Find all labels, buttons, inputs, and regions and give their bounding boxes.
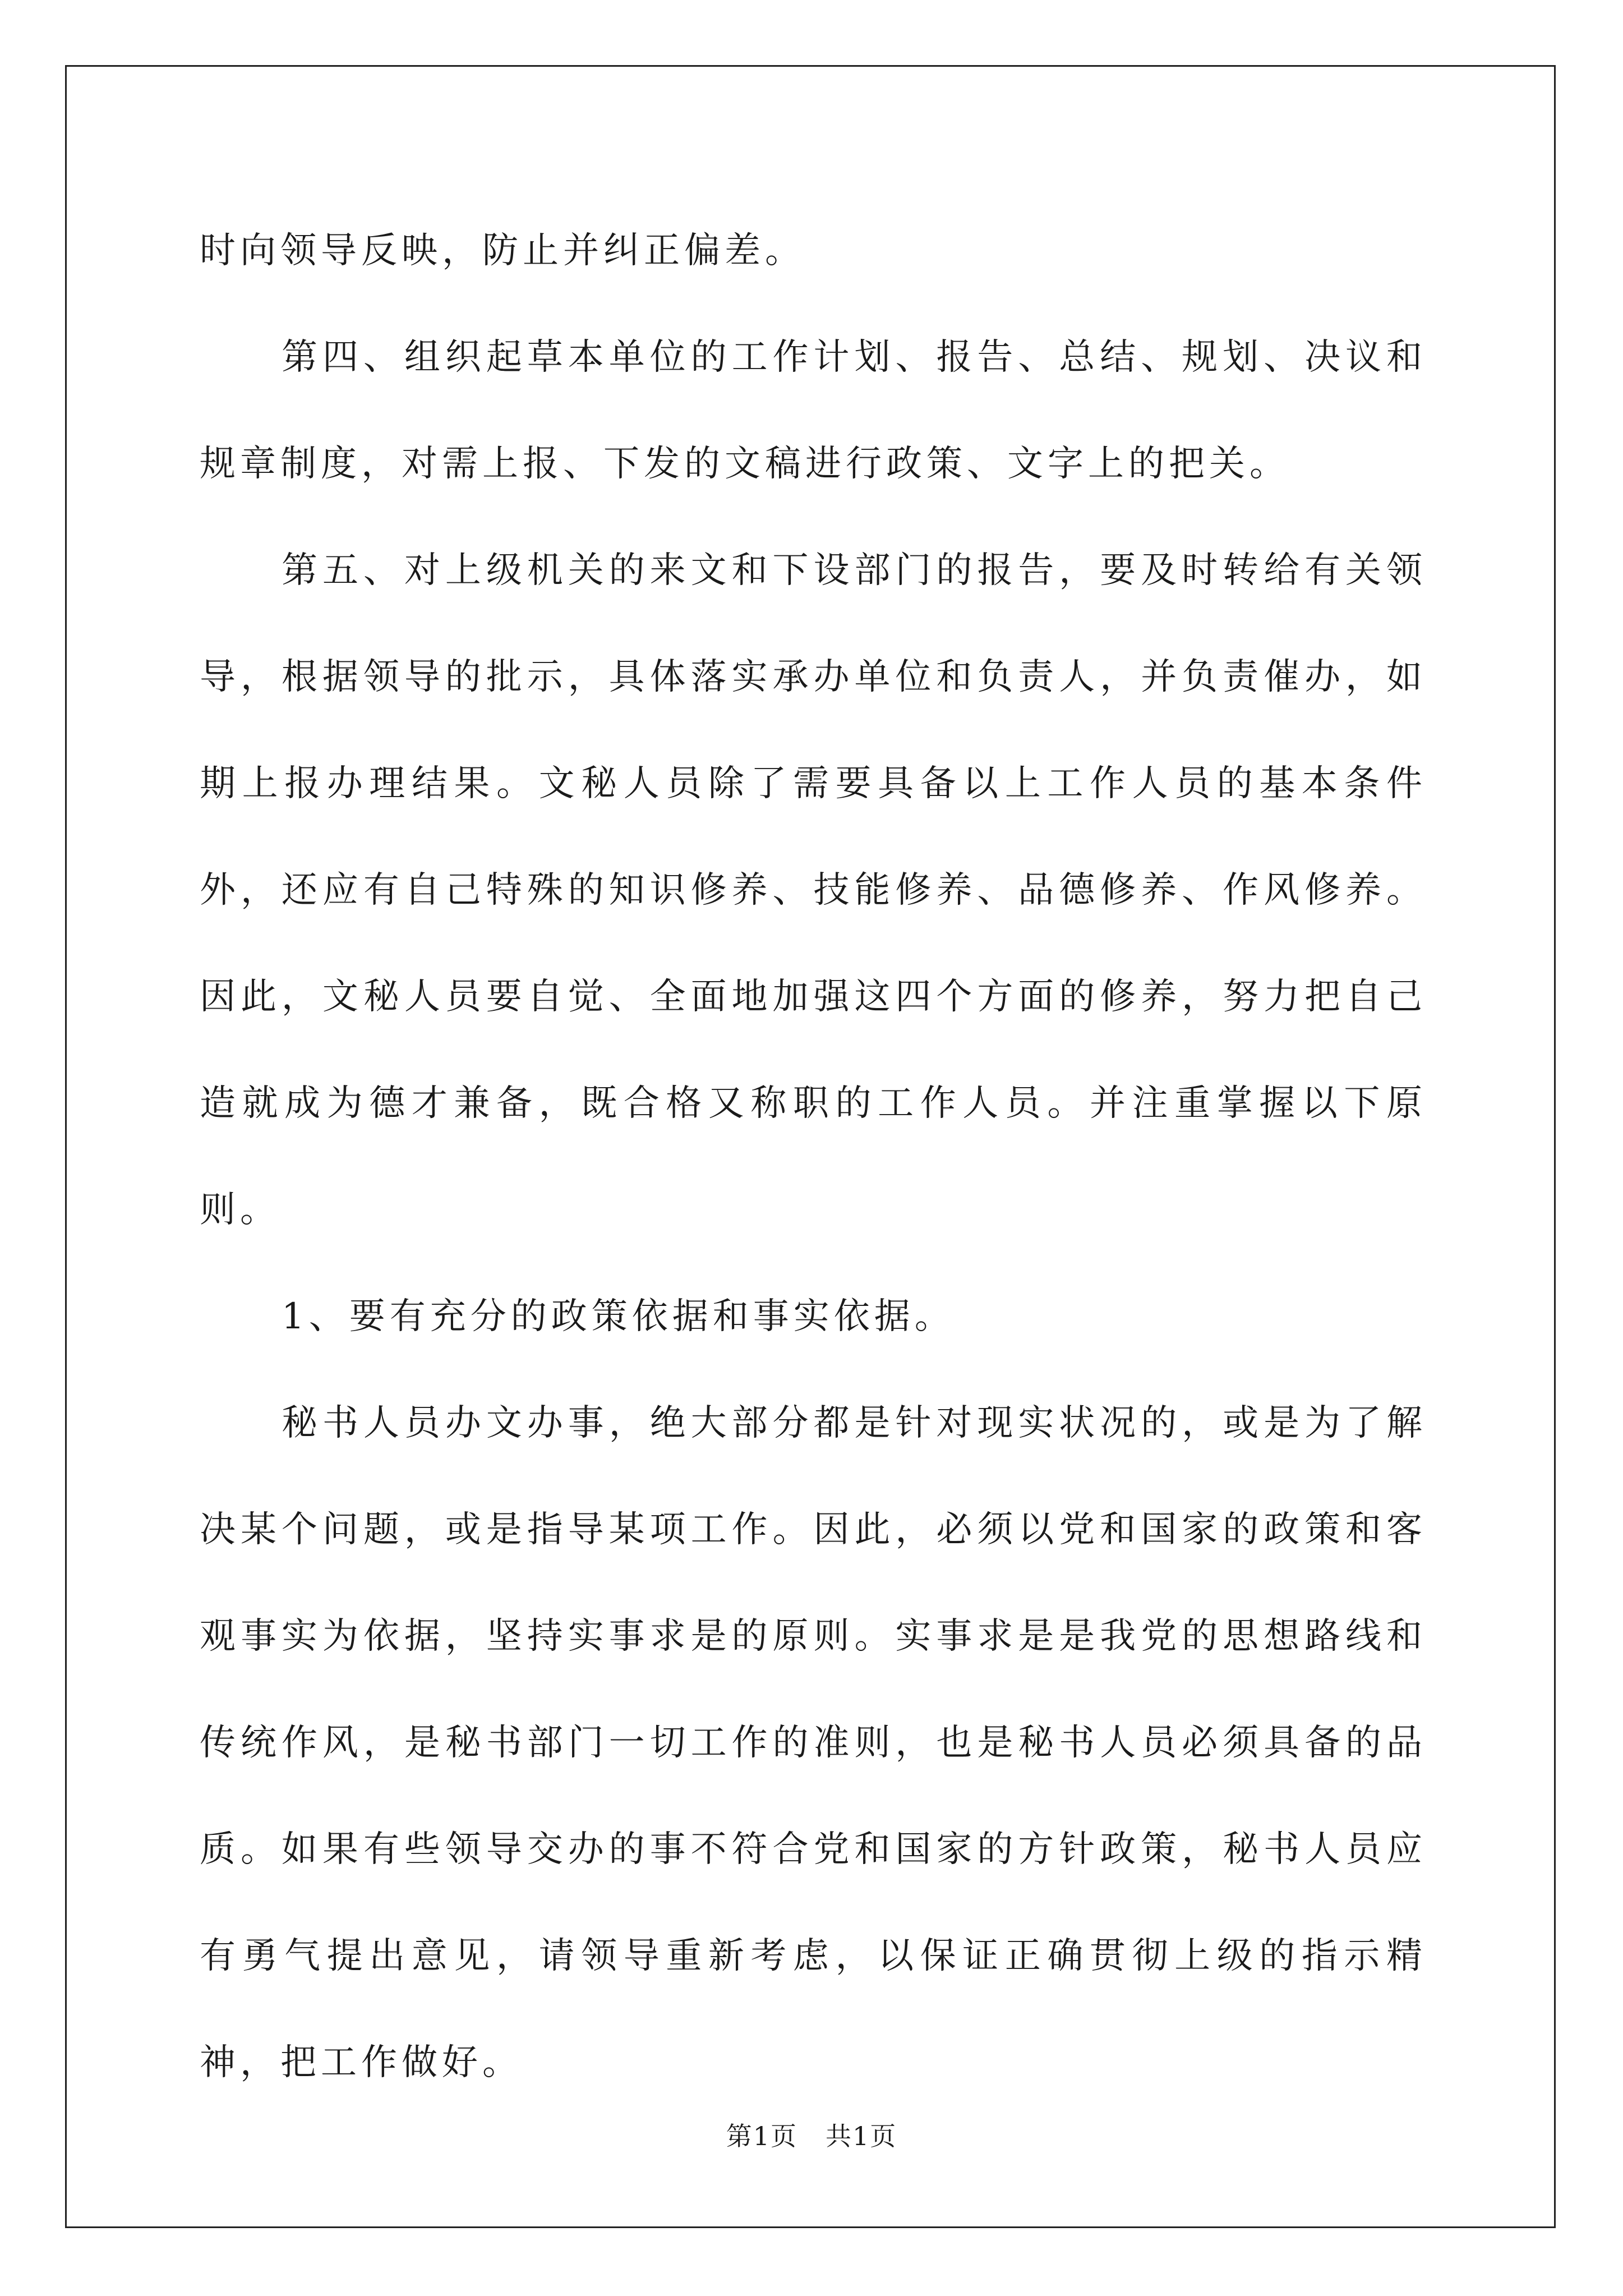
- paragraph-2: 第四、组织起草本单位的工作计划、报告、总结、规划、决议和规章制度，对需上报、下发的文稿进行政策、文字上的把关。: [200, 337, 1427, 485]
- paragraph-3: 第五、对上级机关的来文和下设部门的报告，要及时转给有关领导，根据领导的批示，具体落实承办单位和负责人，并负责催办，如期上报办理结果。文秘人员除了需要具备以上工作人员的基本条件外，还应有自己特殊的知识修养、技能修养、品德修养、作风修养。因此，文秘人员要自觉、全面地加强这四个方面的修养，努力把自己造就成为德才兼备，既合格又称职的工作人员。并注重掌握以下原则。: [200, 550, 1427, 1231]
- document-body: [200, 197, 1427, 2116]
- page-footer: [0, 2116, 1623, 2153]
- page-number: 第1页: [726, 2121, 798, 2151]
- page-total: 共1页: [825, 2121, 897, 2151]
- paragraph-4: 1、要有充分的政策依据和事实依据。: [282, 1296, 955, 1337]
- paragraph-1: 时向领导反映，防止并纠正偏差。: [200, 230, 805, 272]
- paragraph-5: 秘书人员办文办事，绝大部分都是针对现实状况的，或是为了解决某个问题，或是指导某项工作。因此，必须以党和国家的政策和客观事实为依据，坚持实事求是的原则。实事求是是我党的思想路线和传统作风，是秘书部门一切工作的准则，也是秘书人员必须具备的品质。如果有些领导交办的事不符合党和国家的方针政策，秘书人员应有勇气提出意见，请领导重新考虑，以保证正确贯彻上级的指示精神，把工作做好。: [200, 1402, 1427, 2083]
